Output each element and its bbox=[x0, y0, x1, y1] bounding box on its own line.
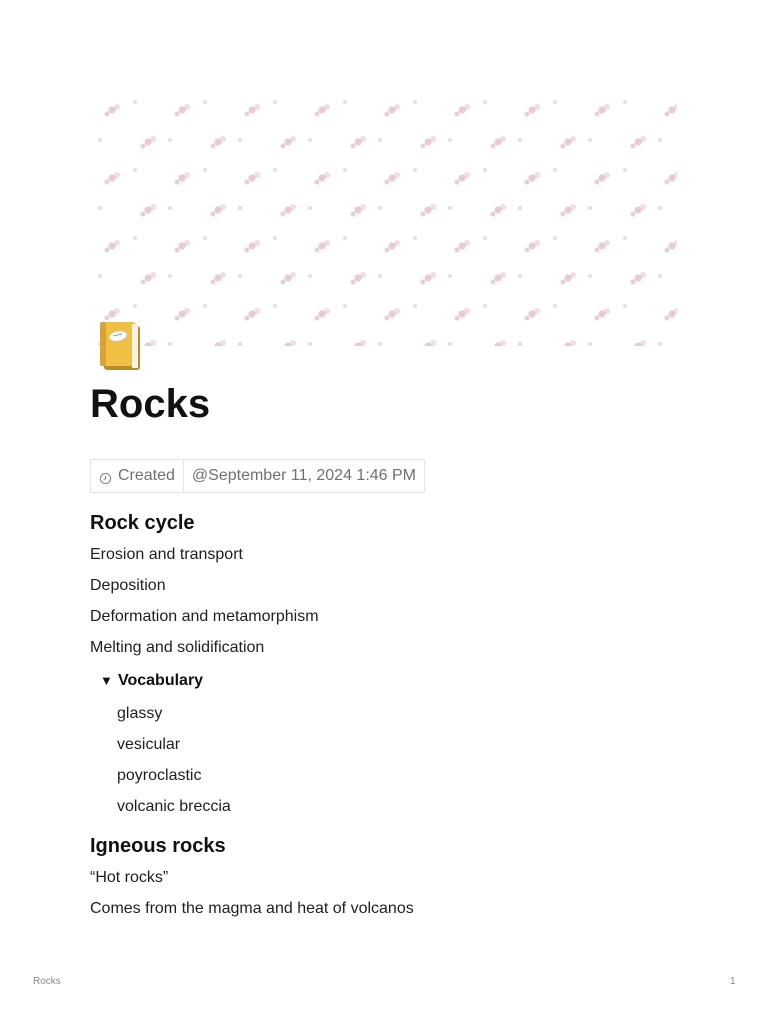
text-block: Deformation and metamorphism bbox=[90, 608, 319, 625]
toggle-content bbox=[90, 698, 690, 822]
property-name bbox=[91, 460, 184, 492]
vocabulary-item: vesicular bbox=[117, 736, 181, 753]
toggle-label: Vocabulary bbox=[118, 672, 204, 689]
heading-igneous-rocks: Igneous rocks bbox=[90, 835, 226, 857]
page-content bbox=[90, 507, 690, 924]
toggle-arrow-icon[interactable]: ▼ bbox=[100, 673, 113, 688]
text-block: “Hot rocks” bbox=[90, 869, 169, 886]
cover-image bbox=[90, 90, 677, 346]
clock-icon bbox=[99, 472, 112, 485]
page-title: Rocks bbox=[90, 382, 211, 426]
created-property bbox=[90, 459, 425, 493]
footer-page-number: 1 bbox=[730, 976, 736, 987]
text-block: Erosion and transport bbox=[90, 546, 243, 563]
vocabulary-item: volcanic breccia bbox=[117, 798, 231, 815]
text-block: Comes from the magma and heat of volcanos bbox=[90, 900, 414, 917]
text-block: Melting and solidification bbox=[90, 639, 265, 656]
text-block: Deposition bbox=[90, 577, 166, 594]
heading-rock-cycle: Rock cycle bbox=[90, 512, 195, 534]
footer-page-title: Rocks bbox=[33, 976, 61, 987]
vocabulary-item: glassy bbox=[117, 705, 163, 722]
toggle-vocabulary[interactable] bbox=[100, 663, 690, 698]
vocabulary-item: poyroclastic bbox=[117, 767, 202, 784]
property-label: Created bbox=[118, 467, 175, 484]
property-value[interactable]: @September 11, 2024 1:46 PM bbox=[191, 467, 416, 484]
notebook-icon bbox=[96, 318, 144, 374]
